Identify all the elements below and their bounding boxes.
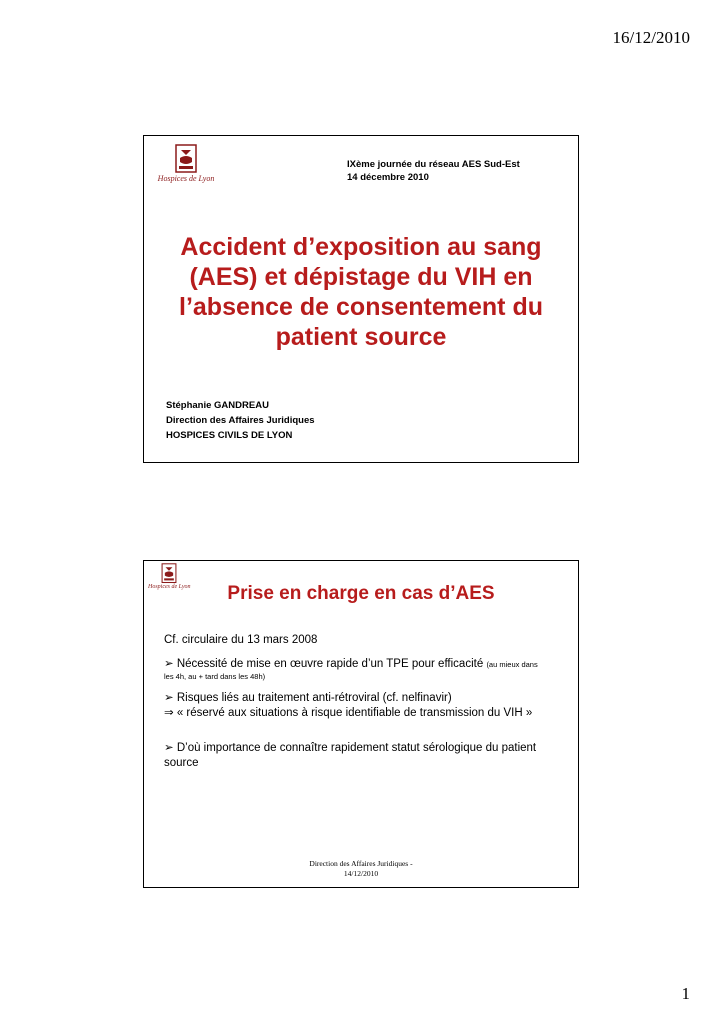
page-date: 16/12/2010 — [612, 28, 690, 47]
bullet-risks: ➢ Risques liés au traitement anti-rétroviral (cf. nelfinavir) — [164, 692, 452, 704]
author-organization: HOSPICES CIVILS DE LYON — [166, 430, 293, 441]
meeting-info — [347, 158, 520, 184]
content-slide — [143, 560, 579, 888]
footer-line-2: 14/12/2010 — [343, 869, 379, 878]
slide-footer — [144, 859, 578, 879]
bullet-importance: ➢ D’où importance de connaître rapidement statut sérologique du patient — [164, 742, 537, 754]
arrow-reserved: ⇒ « réservé aux situations à risque identifiable de transmission du VIH » — [164, 707, 533, 719]
hospices-de-lyon-logo — [156, 144, 216, 183]
logo-emblem-icon — [160, 563, 178, 584]
logo-text: Hospices de Lyon — [157, 174, 215, 183]
bullet-tpe-note-cont: les 4h, au + tard dans les 48h) — [164, 672, 266, 681]
title-line-2: (AES) et dépistage du VIH en — [189, 263, 533, 291]
circular-reference: Cf. circulaire du 13 mars 2008 — [164, 634, 318, 646]
title-line-1: Accident d’exposition au sang — [180, 233, 542, 261]
footer-line-1: Direction des Affaires Juridiques - — [309, 859, 413, 868]
slide-body — [164, 633, 558, 771]
meeting-title: IXème journée du réseau AES Sud-Est — [347, 159, 520, 170]
meeting-date: 14 décembre 2010 — [347, 172, 429, 183]
bullet-tpe-note: (au mieux dans — [486, 660, 538, 669]
logo-text: Hospices de Lyon — [148, 584, 191, 590]
author-department: Direction des Affaires Juridiques — [166, 415, 315, 426]
bullet-tpe — [164, 657, 558, 672]
presentation-title — [164, 232, 558, 352]
author-block — [166, 398, 315, 443]
slide-title: Prise en charge en cas d’AES — [227, 583, 495, 604]
bullet-tpe-text: ➢ Nécessité de mise en œuvre rapide d’un TPE pour efficacité — [164, 658, 484, 670]
title-slide — [143, 135, 579, 463]
bullet-importance-cont: source — [164, 757, 199, 769]
title-line-3: l’absence de consentement du — [179, 293, 543, 321]
page-number: 1 — [681, 984, 690, 1003]
author-name: Stéphanie GANDREAU — [166, 400, 269, 411]
logo-emblem-icon — [173, 144, 199, 174]
title-line-4: patient source — [275, 323, 447, 351]
